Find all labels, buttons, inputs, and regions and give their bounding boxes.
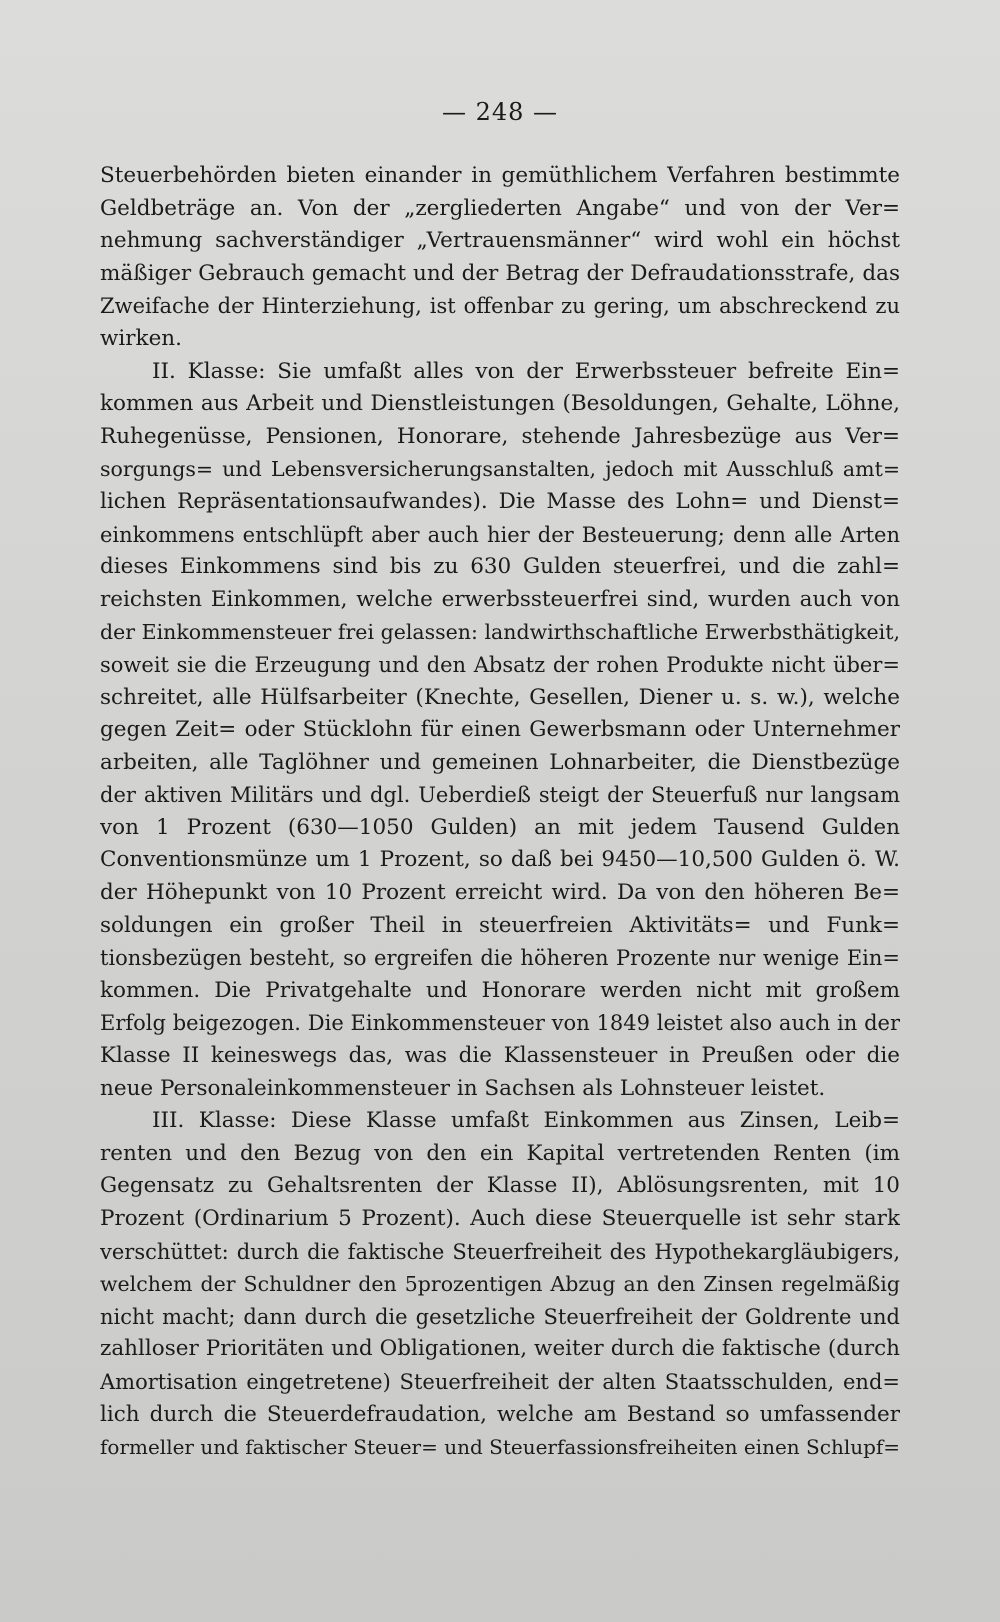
text-line: tionsbezügen besteht, so ergreifen die höheren Prozente nur wenige Ein= (100, 946, 900, 971)
text-line: kommen aus Arbeit und Dienstleistungen (Besoldungen, Gehalte, Löhne, (100, 391, 900, 417)
text-line: von 1 Prozent (630—1050 Gulden) an mit jedem Tausend Gulden (100, 814, 900, 840)
text-line: der Höhepunkt von 10 Prozent erreicht wird. Da von den höheren Be= (100, 880, 900, 906)
text-line: sorgungs= und Lebensversicherungsanstalten, jedoch mit Ausschluß amt= (100, 457, 900, 482)
text-line: Gegensatz zu Gehaltsrenten der Klasse II), Ablösungsrenten, mit 10 (100, 1173, 900, 1199)
text-line: renten und den Bezug von den ein Kapital vertretenden Renten (im (100, 1140, 900, 1166)
text-line: Geldbeträge an. Von der „zergliederten Angabe“ und von der Ver= (100, 195, 900, 221)
text-line: II. Klasse: Sie umfaßt alles von der Erwerbssteuer befreite Ein= (152, 358, 900, 384)
text-line: Erfolg beigezogen. Die Einkommensteuer von 1849 leistet also auch in der (100, 1011, 900, 1036)
text-line: gegen Zeit= oder Stücklohn für einen Gewerbsmann oder Unternehmer (100, 717, 900, 743)
text-line: III. Klasse: Diese Klasse umfaßt Einkommen aus Zinsen, Leib= (152, 1108, 900, 1134)
text-line: reichsten Einkommen, welche erwerbssteuerfrei sind, wurden auch von (100, 586, 900, 612)
text-line: zahlloser Prioritäten und Obligationen, weiter durch die faktische (durch (100, 1336, 900, 1362)
text-line: Amortisation eingetretene) Steuerfreiheit der alten Staatsschulden, end= (100, 1369, 900, 1394)
text-line: wirken. (100, 325, 182, 351)
text-line: nicht macht; dann durch die gesetzliche Steuerfreiheit der Goldrente und (100, 1304, 900, 1329)
text-line: soldungen ein großer Theil in steuerfreien Aktivitäts= und Funk= (100, 912, 900, 938)
text-line: Zweifache der Hinterziehung, ist offenbar zu gering, um abschreckend zu (100, 294, 900, 319)
text-line: Conventionsmünze um 1 Prozent, so daß bei 9450—10,500 Gulden ö. W. (100, 847, 900, 873)
text-line: Prozent (Ordinarium 5 Prozent). Auch diese Steuerquelle ist sehr stark (100, 1206, 900, 1231)
text-line: Klasse II keineswegs das, was die Klassensteuer in Preußen oder die (100, 1043, 900, 1069)
text-line: der Einkommensteuer frei gelassen: landwirthschaftliche Erwerbsthätigkeit, (100, 620, 900, 645)
text-line: lich durch die Steuerdefraudation, welche am Bestand so umfassender (100, 1401, 900, 1427)
text-line: Ruhegenüsse, Pensionen, Honorare, stehende Jahresbezüge aus Ver= (100, 423, 900, 449)
text-line: mäßiger Gebrauch gemacht und der Betrag der Defraudationsstrafe, das (100, 260, 900, 286)
text-line: formeller und faktischer Steuer= und Steuerfassionsfreiheiten einen Schlupf= (100, 1435, 900, 1460)
text-line: lichen Repräsentationsaufwandes). Die Masse des Lohn= und Dienst= (100, 488, 900, 514)
text-line: nehmung sachverständiger „Vertrauensmänner“ wird wohl ein höchst (100, 228, 900, 254)
page-number: — 248 — (441, 98, 559, 126)
text-line: soweit sie die Erzeugung und den Absatz der rohen Produkte nicht über= (100, 652, 900, 677)
text-line: einkommens entschlüpft aber auch hier der Besteuerung; denn alle Arten (100, 522, 900, 547)
text-line: Steuerbehörden bieten einander in gemüthlichem Verfahren bestimmte (100, 163, 900, 188)
text-line: kommen. Die Privatgehalte und Honorare werden nicht mit großem (100, 977, 900, 1003)
body-text (100, 160, 900, 1464)
text-line: welchem der Schuldner den 5prozentigen Abzug an den Zinsen regelmäßig (100, 1272, 900, 1297)
text-line: verschüttet: durch die faktische Steuerfreiheit des Hypothekargläubigers, (100, 1239, 900, 1264)
text-line: schreitet, alle Hülfsarbeiter (Knechte, Gesellen, Diener u. s. w.), welche (100, 684, 900, 710)
text-line: arbeiten, alle Taglöhner und gemeinen Lohnarbeiter, die Dienstbezüge (100, 749, 900, 775)
text-line: neue Personaleinkommensteuer in Sachsen als Lohnsteuer leistet. (100, 1075, 826, 1101)
text-line: der aktiven Militärs und dgl. Ueberdieß steigt der Steuerfuß nur langsam (100, 783, 900, 808)
text-line: dieses Einkommens sind bis zu 630 Gulden steuerfrei, und die zahl= (100, 554, 900, 580)
